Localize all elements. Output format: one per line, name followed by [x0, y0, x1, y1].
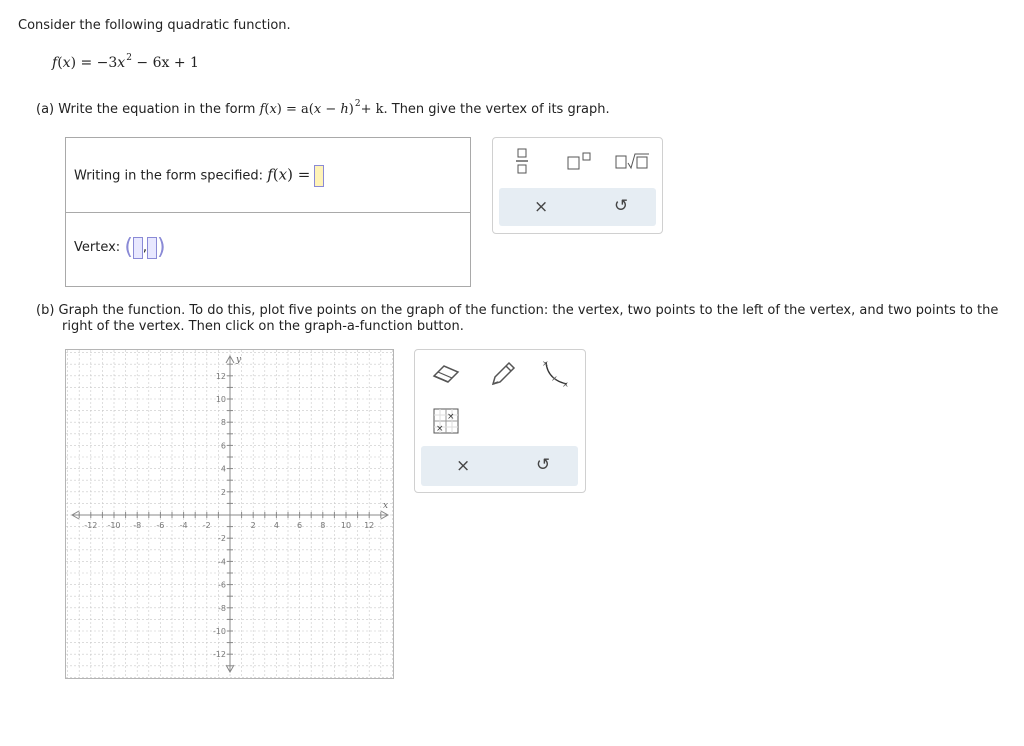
- y-tick-label: 2: [220, 487, 226, 497]
- equation-input[interactable]: [314, 165, 324, 187]
- graph-action-strip: [421, 446, 578, 486]
- vertex-paren-open: (: [124, 235, 133, 260]
- y-tick-label: -4: [218, 557, 226, 567]
- x-tick-label: 10: [340, 521, 352, 530]
- x-tick-label: 6: [297, 521, 303, 530]
- vertex-x-input[interactable]: [133, 237, 143, 259]
- y-tick-label: -10: [212, 627, 226, 636]
- svg-text:×: ×: [542, 359, 549, 368]
- intro-text: Consider the following quadratic function.: [18, 18, 291, 33]
- x-tick-label: -6: [156, 521, 165, 530]
- vertex-label: Vertex:: [74, 240, 121, 255]
- pencil-icon[interactable]: [489, 360, 517, 392]
- graph-clear-icon[interactable]: ×: [456, 456, 471, 476]
- sqrt-icon[interactable]: [615, 152, 651, 174]
- x-tick-label: -10: [107, 521, 121, 530]
- x-tick-label: -2: [202, 521, 211, 530]
- eraser-icon[interactable]: [431, 362, 461, 390]
- vertex-comma: ,: [142, 240, 148, 255]
- graph-undo-icon[interactable]: ↺: [536, 455, 551, 475]
- vertex-paren-close: ): [157, 235, 166, 260]
- vertex-row: [66, 213, 470, 286]
- x-tick-label: 8: [320, 521, 326, 530]
- clear-icon[interactable]: ×: [534, 197, 549, 217]
- svg-text:×: ×: [551, 374, 558, 383]
- y-tick-label: 4: [220, 464, 226, 474]
- graph-canvas[interactable]: [65, 349, 394, 679]
- vertex-row-content: [74, 235, 166, 260]
- part-a-prompt: (a) Write the equation in the form $f(x) = a(x - h)^2+ k$. Then give the vertex of its graph.: [36, 99, 610, 117]
- y-tick-label: -8: [218, 603, 226, 613]
- y-axis-label: y: [236, 355, 242, 365]
- x-tick-label: -4: [179, 521, 188, 530]
- y-tick-label: -12: [212, 650, 226, 660]
- graph-function-icon[interactable]: [433, 408, 459, 438]
- part-b-line1: (b) Graph the function. To do this, plot five points on the graph of the function: the vertex, two points to the left of the vertex, and two points to the: [36, 303, 999, 318]
- exponent-icon[interactable]: [567, 152, 593, 174]
- math-action-strip: [499, 188, 656, 226]
- x-tick-label: 12: [364, 521, 375, 530]
- x-tick-label: 4: [273, 521, 279, 530]
- y-tick-label: -6: [218, 580, 226, 590]
- answer-box: [65, 137, 471, 287]
- graph-toolbar: [414, 349, 586, 493]
- equation-label: Writing in the form specified:: [74, 168, 264, 184]
- fraction-icon[interactable]: [515, 148, 529, 178]
- svg-text:×: ×: [447, 412, 455, 422]
- undo-icon[interactable]: ↺: [614, 196, 629, 216]
- y-tick-label: 12: [215, 371, 226, 381]
- y-tick-label: 8: [220, 418, 226, 428]
- svg-text:×: ×: [436, 424, 444, 434]
- vertex-y-input[interactable]: [147, 237, 157, 259]
- part-b-prompt: [36, 303, 1021, 335]
- x-tick-label: -12: [84, 521, 98, 530]
- y-tick-label: -2: [218, 534, 226, 544]
- math-toolbar: [492, 137, 663, 234]
- equation-row: [66, 138, 470, 213]
- x-axis-label: x: [383, 501, 389, 511]
- graph-svg[interactable]: [66, 350, 393, 678]
- y-tick-label: 6: [220, 441, 226, 451]
- curve-icon[interactable]: [539, 358, 571, 394]
- equation-row-content: Writing in the form specified: f(x) =: [74, 165, 324, 187]
- part-b-line2: right of the vertex. Then click on the graph-a-function button.: [62, 319, 464, 334]
- y-tick-label: 10: [215, 395, 226, 404]
- x-tick-label: -8: [133, 521, 142, 530]
- x-tick-label: 2: [250, 521, 256, 530]
- svg-text:×: ×: [562, 380, 569, 389]
- function-expression: $f(x) = -3x^2 - 6x + 1$: [52, 53, 199, 71]
